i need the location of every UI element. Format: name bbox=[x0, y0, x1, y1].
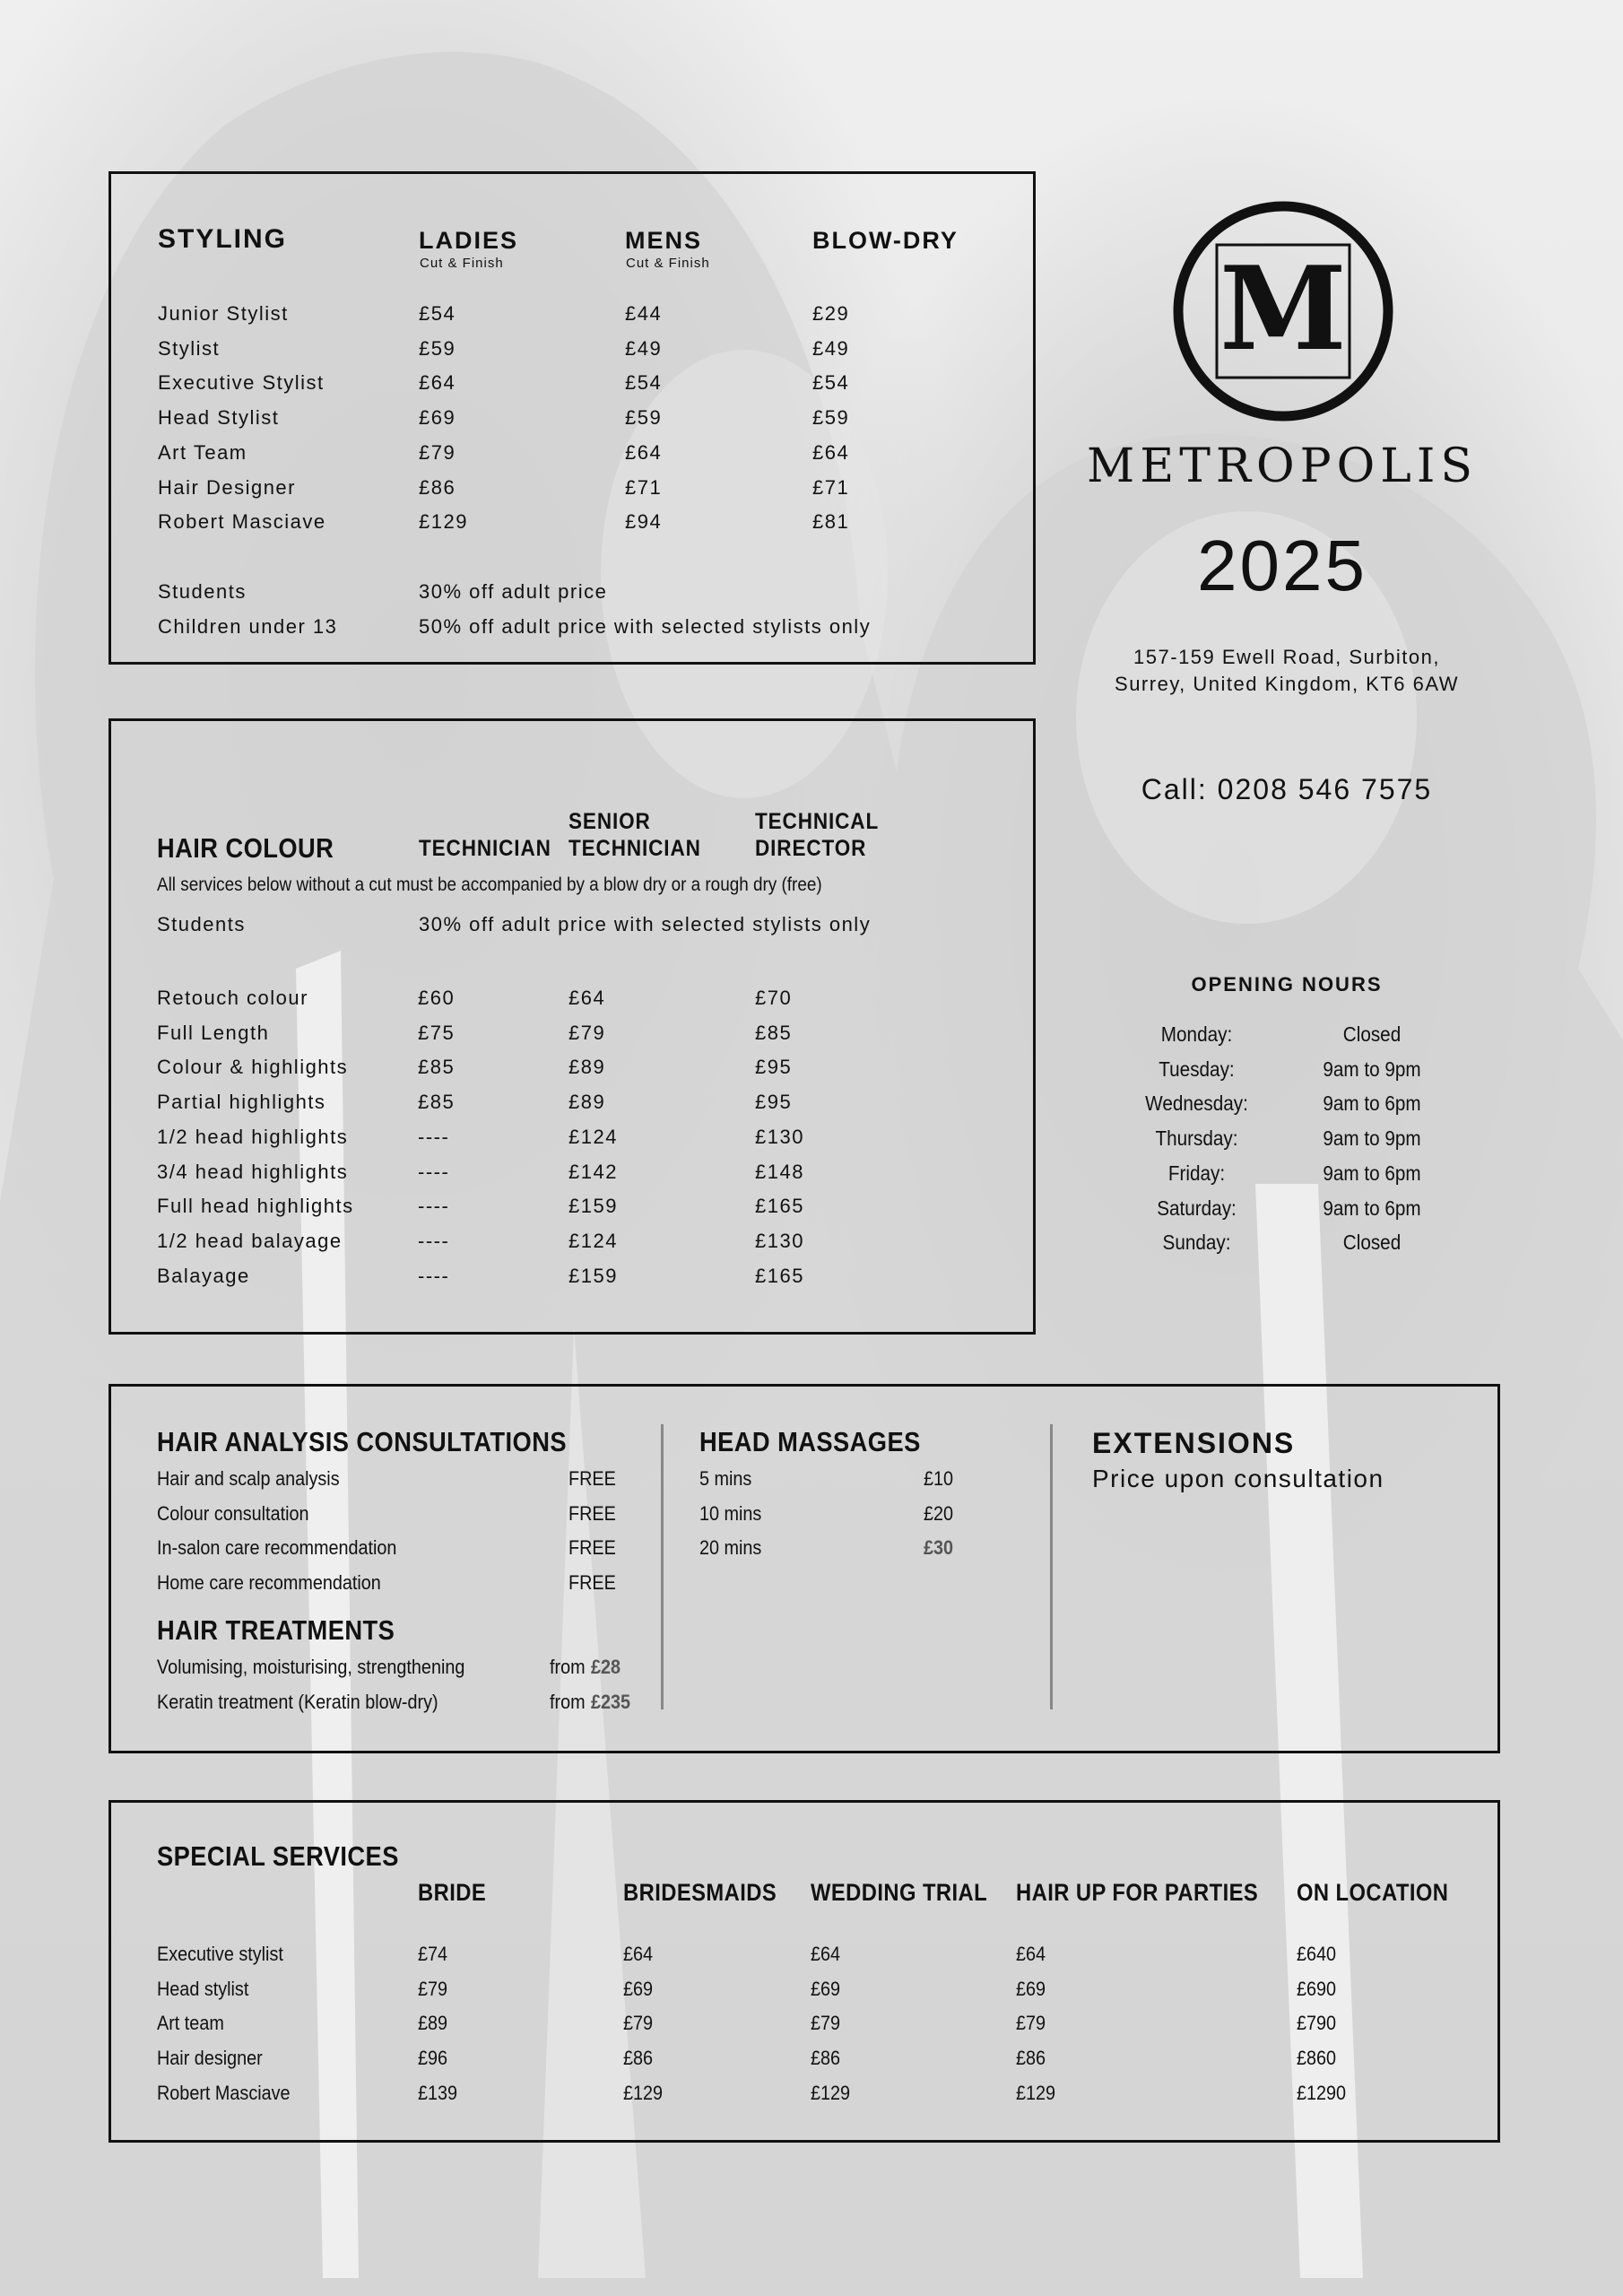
special-row-price: £89 bbox=[418, 2012, 448, 2035]
special-row-price: £690 bbox=[1297, 1977, 1337, 2000]
colour-row-name: Partial highlights bbox=[157, 1091, 326, 1114]
col-senior-header-1: SENIOR bbox=[568, 809, 651, 834]
special-row-price: £64 bbox=[1016, 1943, 1046, 1965]
hours-time: 9am to 6pm bbox=[1323, 1091, 1421, 1116]
special-row-name: Robert Masciave bbox=[157, 2081, 291, 2104]
colour-row-director-price: £95 bbox=[755, 1056, 793, 1079]
hours-day: Wednesday: bbox=[1145, 1091, 1248, 1116]
styling-row-ladies-price: £79 bbox=[419, 440, 456, 464]
styling-row-mens-price: £94 bbox=[625, 510, 663, 534]
styling-row-blowdry-price: £49 bbox=[812, 336, 850, 360]
special-row-price: £790 bbox=[1297, 2012, 1337, 2035]
styling-title: STYLING bbox=[158, 224, 288, 254]
hours-day: Tuesday: bbox=[1159, 1057, 1235, 1081]
divider-1 bbox=[661, 1424, 664, 1709]
col-blowdry-header: BLOW-DRY bbox=[812, 227, 959, 254]
extensions-title: EXTENSIONS bbox=[1092, 1427, 1296, 1459]
colour-row-name: 1/2 head highlights bbox=[157, 1125, 349, 1148]
colour-row-name: 3/4 head highlights bbox=[157, 1160, 349, 1183]
styling-row-blowdry-price: £59 bbox=[812, 406, 850, 430]
massages-title: HEAD MASSAGES bbox=[699, 1426, 921, 1457]
col-ladies-header: LADIES bbox=[419, 227, 519, 254]
special-row-price: £79 bbox=[418, 1977, 448, 2000]
special-row-name: Executive stylist bbox=[157, 1943, 283, 1965]
colour-row-senior-price: £64 bbox=[568, 987, 606, 1009]
styling-row-mens-price: £59 bbox=[625, 406, 663, 430]
col-senior-header-2: TECHNICIAN bbox=[568, 836, 701, 861]
styling-row-mens-price: £44 bbox=[625, 302, 663, 325]
styling-row-ladies-price: £64 bbox=[419, 371, 456, 395]
styling-row-name: Junior Stylist bbox=[158, 302, 289, 325]
hours-time: 9am to 9pm bbox=[1323, 1057, 1421, 1081]
special-col-header: BRIDE bbox=[418, 1879, 487, 1906]
special-row-price: £129 bbox=[1016, 2081, 1056, 2104]
styling-row-blowdry-price: £54 bbox=[812, 371, 850, 395]
analysis-row-name: Hair and scalp analysis bbox=[157, 1467, 340, 1490]
col-ladies-subheader: Cut & Finish bbox=[420, 256, 504, 271]
colour-row-senior-price: £89 bbox=[568, 1056, 606, 1079]
massage-row-price: £10 bbox=[924, 1467, 954, 1490]
colour-row-senior-price: £89 bbox=[568, 1091, 606, 1114]
special-row-price: £86 bbox=[1016, 2047, 1046, 2070]
styling-row-ladies-price: £86 bbox=[419, 475, 456, 499]
colour-row-senior-price: £124 bbox=[568, 1229, 618, 1252]
special-row-price: £69 bbox=[1016, 1977, 1046, 2000]
styling-row-blowdry-price: £29 bbox=[812, 302, 850, 325]
colour-row-director-price: £70 bbox=[755, 987, 793, 1009]
analysis-row-price: FREE bbox=[568, 1467, 616, 1490]
styling-row-name: Executive Stylist bbox=[158, 371, 325, 395]
hours-time: Closed bbox=[1342, 1231, 1402, 1255]
analysis-row-name: Colour consultation bbox=[157, 1501, 309, 1525]
colour-row-director-price: £130 bbox=[755, 1229, 804, 1252]
colour-row-director-price: £165 bbox=[755, 1264, 804, 1287]
massage-row-name: 5 mins bbox=[699, 1467, 752, 1490]
styling-row-blowdry-price: £81 bbox=[812, 510, 850, 534]
brand-year: 2025 bbox=[1197, 526, 1367, 605]
styling-row-name: Robert Masciave bbox=[158, 510, 326, 534]
hair-colour-title: HAIR COLOUR bbox=[157, 832, 334, 864]
col-mens-subheader: Cut & Finish bbox=[626, 256, 710, 271]
colour-row-director-price: £85 bbox=[755, 1021, 793, 1044]
analysis-row-price: FREE bbox=[568, 1501, 616, 1525]
analysis-title: HAIR ANALYSIS CONSULTATIONS bbox=[157, 1426, 567, 1457]
colour-row-director-price: £95 bbox=[755, 1091, 793, 1114]
analysis-row-price: FREE bbox=[568, 1571, 616, 1595]
hours-day: Monday: bbox=[1160, 1022, 1233, 1046]
styling-row-mens-price: £64 bbox=[625, 440, 663, 464]
treatments-title: HAIR TREATMENTS bbox=[157, 1614, 395, 1646]
special-row-name: Head stylist bbox=[157, 1977, 249, 2000]
special-row-price: £129 bbox=[623, 2081, 664, 2104]
colour-row-technician-price: ---- bbox=[418, 1229, 450, 1252]
extensions-text: Price upon consultation bbox=[1092, 1465, 1384, 1492]
special-row-name: Art team bbox=[157, 2012, 224, 2035]
colour-row-senior-price: £159 bbox=[568, 1264, 618, 1287]
colour-row-technician-price: £85 bbox=[418, 1091, 456, 1114]
students-value: 30% off adult price bbox=[419, 580, 608, 603]
colour-row-name: Full Length bbox=[157, 1021, 270, 1044]
address-line-1: 157-159 Ewell Road, Surbiton, bbox=[1133, 646, 1440, 668]
colour-row-name: Balayage bbox=[157, 1264, 250, 1287]
colour-students-value: 30% off adult price with selected stylists only bbox=[419, 913, 872, 935]
hours-day: Thursday: bbox=[1155, 1126, 1238, 1151]
special-row-price: £1290 bbox=[1297, 2081, 1347, 2104]
special-row-price: £139 bbox=[418, 2081, 458, 2104]
treatment-row-from: from bbox=[550, 1690, 586, 1713]
treatment-row-price: £235 bbox=[591, 1690, 631, 1713]
special-row-price: £79 bbox=[1016, 2012, 1046, 2035]
styling-row-blowdry-price: £71 bbox=[812, 475, 850, 499]
styling-row-mens-price: £71 bbox=[625, 475, 663, 499]
special-row-name: Hair designer bbox=[157, 2047, 263, 2070]
colour-row-technician-price: ---- bbox=[418, 1195, 450, 1218]
special-row-price: £74 bbox=[418, 1943, 448, 1965]
styling-row-name: Head Stylist bbox=[158, 406, 280, 430]
col-mens-header: MENS bbox=[625, 227, 703, 254]
colour-row-director-price: £130 bbox=[755, 1125, 804, 1148]
colour-row-senior-price: £159 bbox=[568, 1195, 618, 1218]
special-col-header: HAIR UP FOR PARTIES bbox=[1016, 1879, 1259, 1906]
colour-row-technician-price: ---- bbox=[418, 1264, 450, 1287]
special-row-price: £79 bbox=[811, 2012, 841, 2035]
styling-row-ladies-price: £59 bbox=[419, 336, 456, 360]
treatment-row-name: Volumising, moisturising, strengthening bbox=[157, 1656, 465, 1678]
colour-row-technician-price: £85 bbox=[418, 1056, 456, 1079]
massage-row-price: £20 bbox=[924, 1501, 954, 1525]
colour-row-technician-price: ---- bbox=[418, 1160, 450, 1183]
opening-hours-title: OPENING NOURS bbox=[1191, 973, 1383, 996]
children-value: 50% off adult price with selected stylists only bbox=[419, 615, 872, 638]
hours-time: 9am to 6pm bbox=[1323, 1196, 1421, 1220]
brand-name: METROPOLIS bbox=[1087, 439, 1478, 493]
colour-row-name: Retouch colour bbox=[157, 987, 308, 1009]
massage-row-price: £30 bbox=[924, 1536, 954, 1560]
massage-row-name: 10 mins bbox=[699, 1501, 762, 1525]
hours-time: Closed bbox=[1342, 1022, 1402, 1046]
styling-row-mens-price: £49 bbox=[625, 336, 663, 360]
colour-students-label: Students bbox=[157, 913, 246, 935]
hours-day: Saturday: bbox=[1157, 1196, 1237, 1220]
special-row-price: £860 bbox=[1297, 2047, 1337, 2070]
special-row-price: £69 bbox=[811, 1977, 841, 2000]
col-technician-header: TECHNICIAN bbox=[419, 836, 551, 861]
special-col-header: BRIDESMAIDS bbox=[623, 1879, 777, 1906]
analysis-row-name: Home care recommendation bbox=[157, 1571, 381, 1595]
students-label: Students bbox=[158, 580, 247, 603]
styling-row-ladies-price: £69 bbox=[419, 406, 456, 430]
special-row-price: £64 bbox=[623, 1943, 654, 1965]
special-row-price: £96 bbox=[418, 2047, 448, 2070]
styling-row-ladies-price: £129 bbox=[419, 510, 468, 534]
special-col-header: ON LOCATION bbox=[1297, 1879, 1449, 1906]
colour-row-senior-price: £142 bbox=[568, 1160, 618, 1183]
special-row-price: £129 bbox=[811, 2081, 851, 2104]
hair-colour-note: All services below without a cut must be accompanied by a blow dry or a rough dry (free) bbox=[157, 874, 822, 895]
children-label: Children under 13 bbox=[158, 615, 338, 638]
treatment-row-from: from bbox=[550, 1656, 586, 1678]
styling-row-name: Stylist bbox=[158, 336, 221, 360]
massage-row-name: 20 mins bbox=[699, 1536, 762, 1560]
logo-letter: M bbox=[1219, 242, 1347, 377]
phone-number[interactable]: Call: 0208 546 7575 bbox=[1141, 773, 1433, 805]
treatment-row-price: £28 bbox=[591, 1656, 621, 1678]
colour-row-technician-price: ---- bbox=[418, 1125, 450, 1148]
special-row-price: £86 bbox=[811, 2047, 841, 2070]
analysis-row-name: In-salon care recommendation bbox=[157, 1536, 397, 1560]
special-col-header: WEDDING TRIAL bbox=[811, 1879, 988, 1906]
colour-row-technician-price: £75 bbox=[418, 1021, 456, 1044]
special-row-price: £640 bbox=[1297, 1943, 1337, 1965]
special-row-price: £69 bbox=[623, 1977, 654, 2000]
hours-day: Friday: bbox=[1167, 1161, 1226, 1185]
special-row-price: £79 bbox=[623, 2012, 654, 2035]
colour-row-name: Full head highlights bbox=[157, 1195, 354, 1218]
special-services-title: SPECIAL SERVICES bbox=[157, 1840, 399, 1872]
colour-row-name: Colour & highlights bbox=[157, 1056, 349, 1079]
colour-row-technician-price: £60 bbox=[418, 987, 456, 1009]
special-row-price: £64 bbox=[811, 1943, 841, 1965]
colour-row-name: 1/2 head balayage bbox=[157, 1229, 343, 1252]
hours-day: Sunday: bbox=[1162, 1231, 1231, 1255]
hours-time: 9am to 9pm bbox=[1323, 1126, 1421, 1151]
col-director-header-2: DIRECTOR bbox=[755, 836, 867, 861]
address-line-2: Surrey, United Kingdom, KT6 6AW bbox=[1115, 673, 1459, 695]
styling-row-ladies-price: £54 bbox=[419, 302, 456, 325]
hours-time: 9am to 6pm bbox=[1323, 1161, 1421, 1185]
colour-row-senior-price: £124 bbox=[568, 1125, 618, 1148]
analysis-row-price: FREE bbox=[568, 1536, 616, 1560]
col-director-header-1: TECHNICAL bbox=[755, 809, 880, 834]
colour-row-director-price: £165 bbox=[755, 1195, 804, 1218]
colour-row-director-price: £148 bbox=[755, 1160, 804, 1183]
colour-row-senior-price: £79 bbox=[568, 1021, 606, 1044]
special-row-price: £86 bbox=[623, 2047, 654, 2070]
styling-row-mens-price: £54 bbox=[625, 371, 663, 395]
styling-row-blowdry-price: £64 bbox=[812, 440, 850, 464]
divider-2 bbox=[1050, 1424, 1053, 1709]
styling-row-name: Art Team bbox=[158, 440, 247, 464]
styling-row-name: Hair Designer bbox=[158, 475, 296, 499]
treatment-row-name: Keratin treatment (Keratin blow-dry) bbox=[157, 1690, 438, 1713]
